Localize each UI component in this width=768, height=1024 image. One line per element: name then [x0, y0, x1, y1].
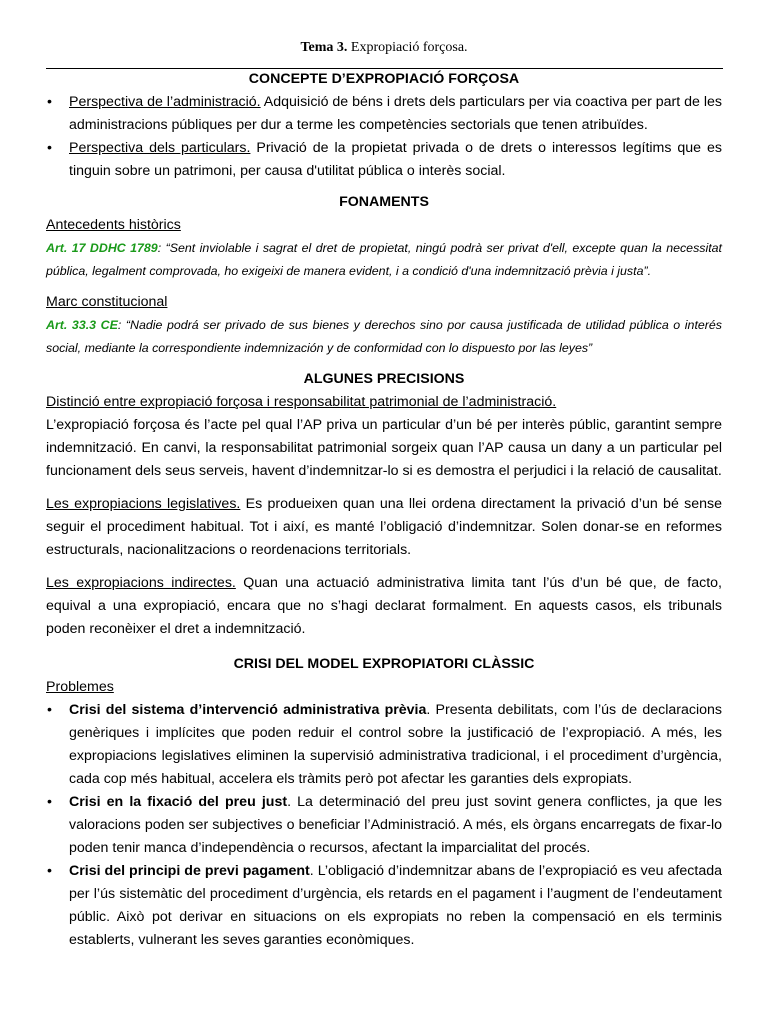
distincio-text: L’expropiació forçosa és l’acte pel qual l’AP priva un particular d’un bé per interès públic, garantint sempre indemnització. En canvi, la responsabilitat patrimonial sorgeix quan l’AP causa un dany a un particular pel funcionament dels seus serveis, havent d’indemnitzar-lo si es demostra el perjudici i la relació de causalitat.: [46, 417, 722, 479]
marc-title: Marc constitucional: [46, 294, 168, 310]
item-text: . La determinació del preu just sovint genera conflictes, ja que les valoracions poden ser subjectives o beneficiar l’Administració. A més, els òrgans encarregats de fixar-lo poden tenir manca d’independència o recursos, afectant la imparcialitat del procés.: [69, 794, 722, 856]
quote-text: “Sent inviolable i sagrat el dret de propietat, ningú podrà ser privat d'ell, excepte quan la necessitat pública, legalment comprovada, ho exigeixi de manera evident, i a condició d'una indemnització prèvia i justa”.: [46, 241, 722, 278]
item-text: . Presenta debilitats, com l’ús de declaracions genèriques i implícites que poden reduir el control sobre la justificació de l’expropiació. A més, les expropiacions legislatives eliminen la supervisió administrativa tradicional, i el procediment d’urgència, cada cop més habitual, accelera els tràmits però pot afectar les garanties dels expropiats.: [69, 702, 722, 787]
item-bold: Crisi en la fixació del preu just: [69, 794, 288, 810]
document-body: [46, 68, 722, 952]
problemes-title: Problemes: [46, 679, 114, 695]
article-ref: Art. 33.3 CE: [46, 318, 118, 332]
antecedents-quote: [46, 237, 722, 283]
header-tema: Tema 3.: [300, 40, 348, 55]
list-item: [46, 699, 722, 791]
item-text: Adquisició de béns i drets dels particulars per via coactiva per part de les administracions públiques per dur a terme les competències sectorials que tenen atribuïdes.: [69, 94, 722, 133]
section-heading-precisions: ALGUNES PRECISIONS: [303, 371, 465, 387]
item-text: . L’obligació d’indemnitzar abans de l’expropiació es veu afectada per l’ús sistemàtic del procediment d’urgència, els retards en el pagament i l’augment de l’endeutament públic. Això pot derivar en situacions on els expropiats no reben la compensació en els terminis establerts, vulnerant les seves garanties econòmiques.: [69, 863, 722, 948]
legislatives-text: Es produeixen quan una llei ordena directament la privació d’un bé sense seguir el procediment habitual. Tot i així, es manté l’obligació d’indemnitzar. Solen donar-se en reformes estructurals, nacionalitzacions o reordenacions territorials.: [46, 496, 722, 558]
legislatives-paragraph: [46, 493, 722, 562]
indirectes-text: Quan una actuació administrativa limita tant l’ús d’un bé que, de facto, equival a una expropiació, encara que no s’hagi declarat formalment. En aquests casos, els tribunals poden reconèixer el dret a indemnització.: [46, 575, 722, 637]
indirectes-paragraph: [46, 572, 722, 641]
article-colon: :: [117, 318, 122, 332]
item-label: Perspectiva de l’administració.: [69, 94, 261, 110]
item-text: Privació de la propietat privada o de drets o interessos legítims que es tinguin sobre un patrimoni, per causa d'utilitat pública o interès social.: [69, 140, 722, 179]
concepte-list: [46, 91, 722, 183]
section-heading-fonaments: FONAMENTS: [339, 194, 429, 210]
list-item: [46, 791, 722, 860]
section-heading-crisi: CRISI DEL MODEL EXPROPIATORI CLÀSSIC: [233, 656, 535, 672]
header-title: Expropiació forçosa.: [350, 40, 468, 55]
list-item: [46, 860, 722, 952]
crisi-list: [46, 699, 722, 952]
quote-text: “Nadie podrá ser privado de sus bienes y derechos sino por causa justificada de utilidad pública o interés social, mediante la correspondiente indemnización y de conformidad con lo dispuesto por las leyes”: [46, 318, 722, 355]
marc-quote: [46, 314, 722, 360]
distincio-title: Distinció entre expropiació forçosa i responsabilitat patrimonial de l’administració.: [46, 394, 557, 410]
list-item: [46, 91, 722, 137]
item-bold: Crisi del sistema d’intervenció administrativa prèvia: [69, 702, 427, 718]
page-header: [0, 40, 768, 56]
section-heading-concepte: CONCEPTE D’EXPROPIACIÓ FORÇOSA: [248, 71, 520, 87]
article-colon: :: [157, 241, 162, 255]
item-bold: Crisi del principi de previ pagament: [69, 863, 310, 879]
item-label: Perspectiva dels particulars.: [69, 140, 251, 156]
article-ref: Art. 17 DDHC 1789: [46, 241, 158, 255]
legislatives-label: Les expropiacions legislatives.: [46, 496, 241, 512]
antecedents-title: Antecedents històrics: [46, 217, 181, 233]
indirectes-label: Les expropiacions indirectes.: [46, 575, 236, 591]
list-item: [46, 137, 722, 183]
